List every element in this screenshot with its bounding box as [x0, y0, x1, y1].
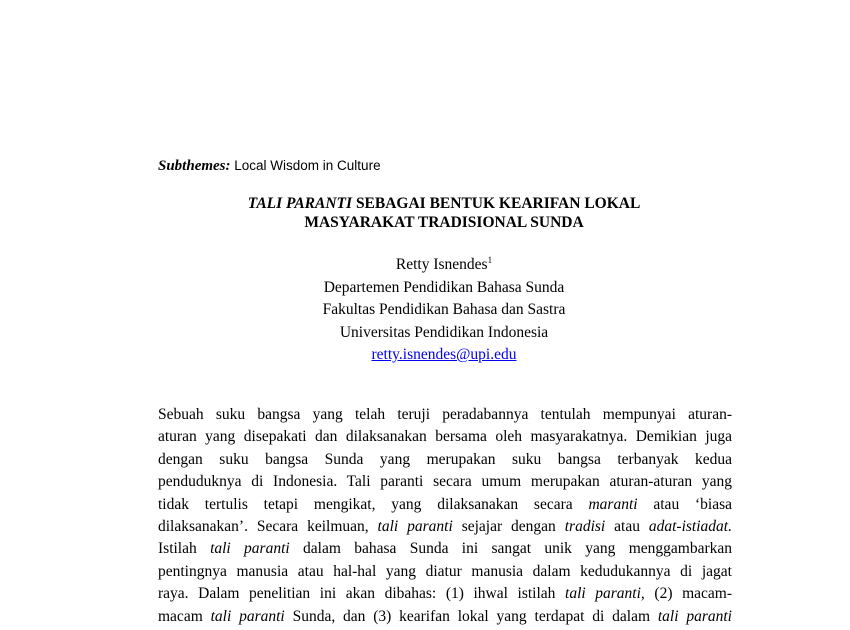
abstract-line — [158, 449, 732, 471]
abstract-line — [158, 494, 732, 516]
abstract-line — [158, 471, 732, 493]
author-faculty: Fakultas Pendidikan Bahasa dan Sastra — [322, 301, 566, 318]
title-italic-term: TALI PARANTI — [247, 195, 353, 212]
abstract-italic-term: tali paranti — [377, 517, 453, 535]
abstract-text: penduduknya di Indonesia. Tali paranti secara umum merupakan aturan-aturan yang — [158, 473, 732, 491]
abstract-italic-term: maranti — [588, 495, 638, 513]
abstract-text: Istilah — [158, 540, 211, 558]
abstract-italic-term: tali paranti, — [565, 585, 645, 603]
abstract-italic-term: tali paranti — [657, 607, 732, 625]
title-line-2: MASYARAKAT TRADISIONAL SUNDA — [304, 214, 584, 231]
abstract-italic-term: tali paranti — [210, 540, 290, 558]
abstract-text: dengan suku bangsa Sunda yang merupakan suku bangsa terbanyak kedua — [158, 450, 732, 468]
title-line-1-rest: SEBAGAI BENTUK KEARIFAN LOKAL — [352, 195, 641, 212]
abstract-text: atau — [605, 517, 649, 535]
abstract-italic-term: tali paranti — [210, 607, 285, 625]
abstract-text: aturan yang disepakati dan dilaksanakan bersama oleh masyarakatnya. Demikian juga — [158, 428, 732, 446]
author-name: Retty Isnendes — [395, 256, 488, 273]
abstract-line — [158, 538, 732, 560]
author-name-line — [158, 254, 730, 277]
abstract-text: raya. Dalam penelitian ini akan dibahas: (1) ihwal istilah — [158, 585, 566, 603]
subthemes-label: Subthemes: — [158, 158, 231, 174]
abstract-text: (2) macam- — [644, 585, 732, 603]
author-department: Departemen Pendidikan Bahasa Sunda — [323, 278, 565, 296]
title-line-1 — [158, 194, 730, 213]
paper-title — [158, 194, 730, 232]
abstract-line — [158, 404, 732, 426]
subthemes-line — [158, 156, 381, 176]
abstract-text: dilaksanakan’. Secara keilmuan, — [158, 517, 378, 535]
abstract-text: pentingnya manusia atau hal-hal yang diatur manusia dalam kedudukannya di jagat — [158, 562, 732, 580]
author-block — [158, 254, 730, 367]
author-email-link[interactable]: retty.isnendes@upi.edu — [371, 346, 517, 363]
abstract-paragraph — [158, 404, 732, 628]
abstract-text: sejajar dengan — [452, 517, 565, 535]
abstract-text: macam — [158, 607, 211, 625]
abstract-text: Sebuah suku bangsa yang telah teruji peradabannya tentulah mempunyai aturan- — [158, 406, 732, 423]
subthemes-value: Local Wisdom in Culture — [234, 158, 381, 173]
abstract-line — [158, 606, 732, 628]
abstract-line — [158, 561, 732, 583]
abstract-text: tidak tertulis tetapi mengikat, yang dilaksanakan secara — [158, 495, 589, 513]
author-university: Universitas Pendidikan Indonesia — [339, 323, 549, 341]
abstract-line — [158, 583, 732, 605]
abstract-line — [158, 516, 732, 538]
abstract-italic-term: tradisi — [564, 517, 606, 535]
footnote-marker: 1 — [487, 255, 493, 265]
abstract-text: atau ‘biasa — [637, 495, 733, 513]
abstract-line — [158, 426, 732, 448]
abstract-italic-term: adat-istiadat. — [648, 517, 732, 535]
abstract-text: Sunda, dan (3) kearifan lokal yang terdapat di dalam — [284, 607, 658, 625]
abstract-text: dalam bahasa Sunda ini sangat unik yang menggambarkan — [289, 540, 732, 558]
